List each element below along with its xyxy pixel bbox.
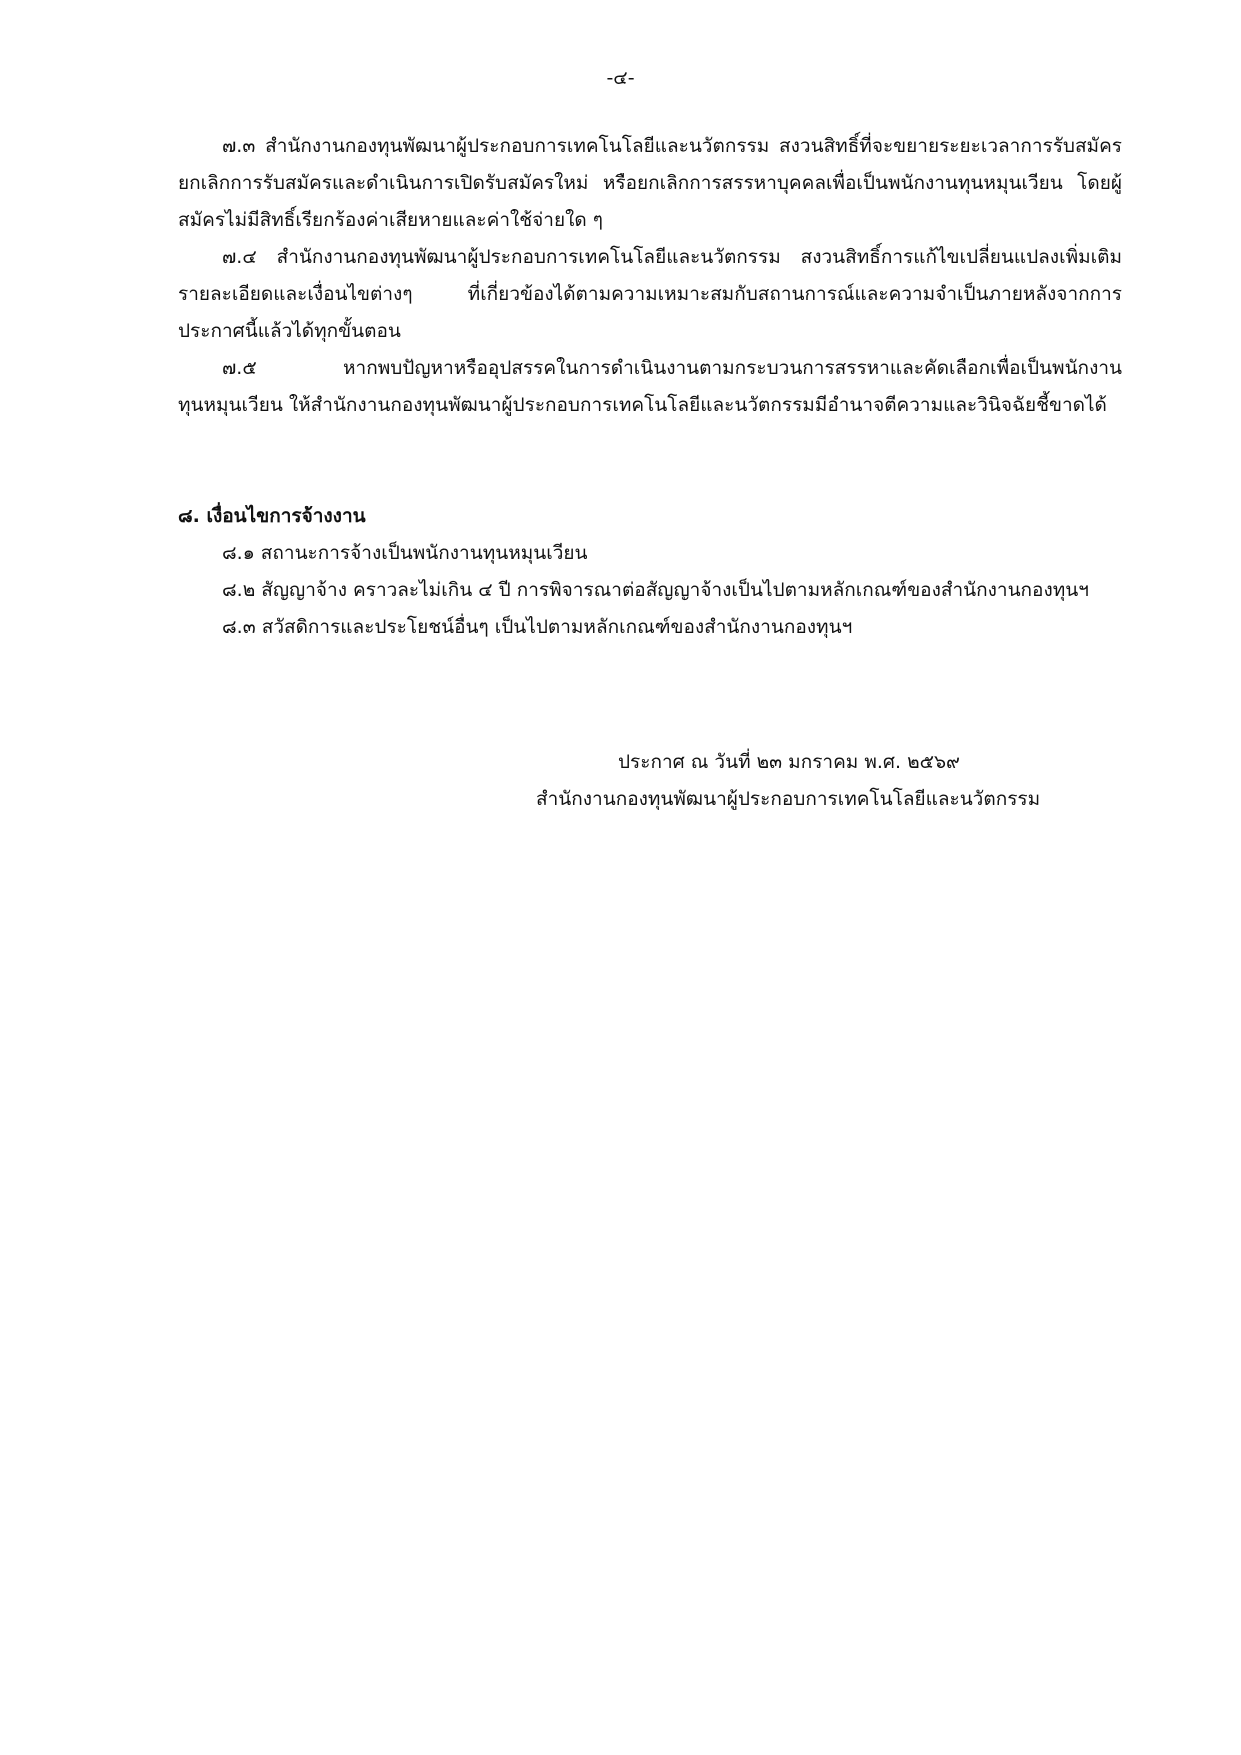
section-8-item-2: ๘.๒ สัญญาจ้าง คราวละไม่เกิน ๔ ปี การพิจารณาต่อสัญญาจ้างเป็นไปตามหลักเกณฑ์ของสำนักงานกองทุนฯ <box>222 579 1089 601</box>
issuing-organization: สำนักงานกองทุนพัฒนาผู้ประกอบการเทคโนโลยีและนวัตกรรม <box>536 788 1041 810</box>
section-8-item-1: ๘.๑ สถานะการจ้างเป็นพนักงานทุนหมุนเวียน <box>222 542 588 564</box>
signature-block <box>536 744 1096 818</box>
section-8-heading: ๘. เงื่อนไขการจ้างงาน <box>178 505 366 527</box>
clause-7-4: ๗.๔ สำนักงานกองทุนพัฒนาผู้ประกอบการเทคโนโลยีและนวัตกรรม สงวนสิทธิ์การแก้ไขเปลี่ยนแปลงเพิ่มเติมรายละเอียดและเงื่อนไขต่างๆ ที่เกี่ยวข้องได้ตามความเหมาะสมกับสถานการณ์และความจำเป็นภายหลังจากการประกาศนี้แล้วได้ทุกขั้นตอน <box>178 246 1122 342</box>
clause-7-5: ๗.๕ หากพบปัญหาหรืออุปสรรคในการดำเนินงานตามกระบวนการสรรหาและคัดเลือกเพื่อเป็นพนักงานทุนหมุนเวียน ให้สำนักงานกองทุนพัฒนาผู้ประกอบการเทคโนโลยีและนวัตกรรมมีอำนาจตีความและวินิจฉัยชี้ขาดได้ <box>178 357 1122 416</box>
clauses-section-7 <box>178 128 1122 424</box>
page-number: -๔- <box>606 67 635 89</box>
announcement-date: ประกาศ ณ วันที่ ๒๓ มกราคม พ.ศ. ๒๕๖๙ <box>618 751 960 773</box>
clause-7-3: ๗.๓ สำนักงานกองทุนพัฒนาผู้ประกอบการเทคโนโลยีและนวัตกรรม สงวนสิทธิ์ที่จะขยายระยะเวลาการรับสมัคร ยกเลิกการรับสมัครและดำเนินการเปิดรับสมัครใหม่ หรือยกเลิกการสรรหาบุคคลเพื่อเป็นพนักงานทุนหมุนเวียน โดยผู้สมัครไม่มีสิทธิ์เรียกร้องค่าเสียหายและค่าใช้จ่ายใด ๆ <box>178 135 1122 231</box>
section-8-employment-conditions <box>178 498 1122 646</box>
section-8-item-3: ๘.๓ สวัสดิการและประโยชน์อื่นๆ เป็นไปตามหลักเกณฑ์ของสำนักงานกองทุนฯ <box>222 616 853 638</box>
